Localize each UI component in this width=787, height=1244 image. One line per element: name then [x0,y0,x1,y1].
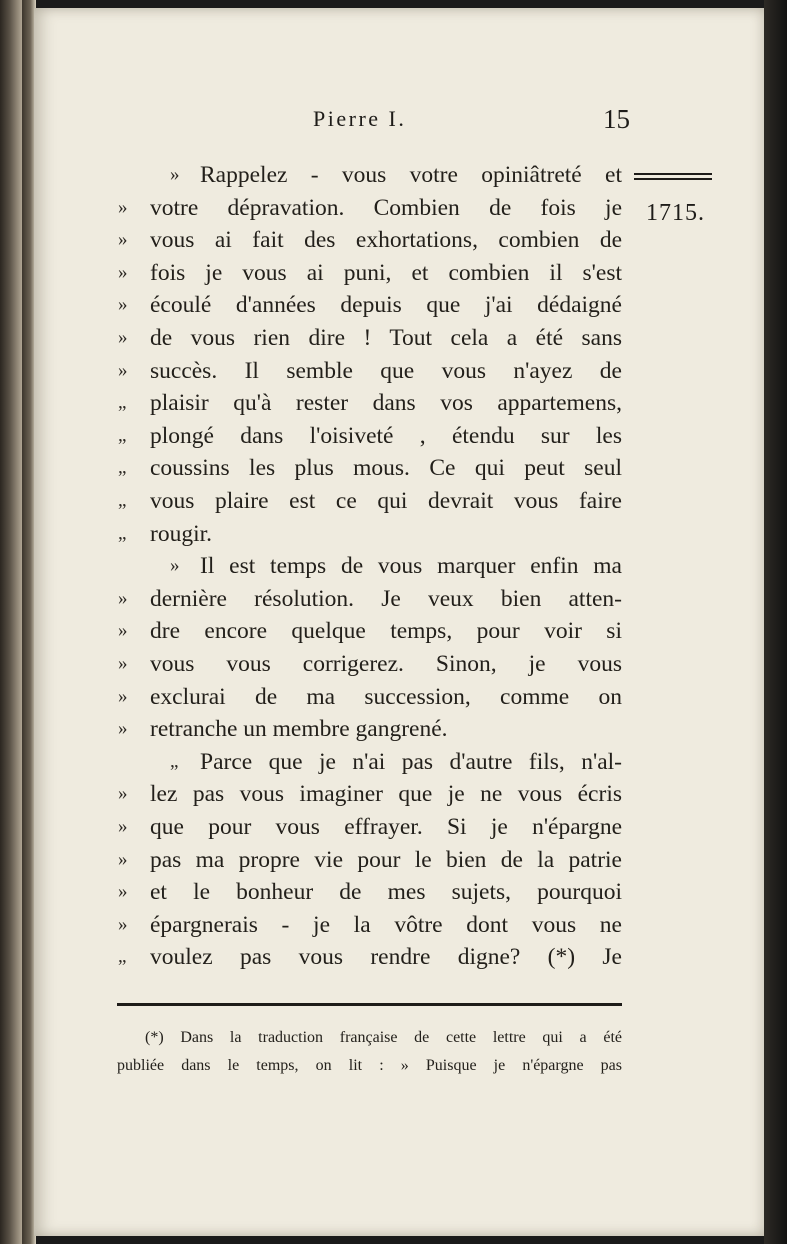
quote-mark: „ [118,392,127,413]
body-text-line: rougir. [150,521,213,547]
quote-mark: » [118,653,128,674]
quote-mark: „ [118,523,127,544]
quote-mark: „ [118,457,127,478]
quote-mark: » [118,294,128,315]
body-text-line: votre dépravation. Combien de fois je [150,195,622,221]
body-text-line: fois je vous ai puni, et combien il s'est [150,260,622,286]
body-text-line: Rappelez - vous votre opiniâtreté et [200,162,622,188]
quote-mark: » [118,881,128,902]
margin-double-rule [634,173,712,180]
quote-mark: » [118,327,128,348]
footnote-separator-rule [117,1003,622,1006]
quote-mark: „ [118,490,127,511]
margin-year-note: 1715. [646,200,705,226]
body-text-line: coussins les plus mous. Ce qui peut seul [150,455,622,481]
body-text-line: épargnerais - je la vôtre dont vous ne [150,912,622,938]
body-text-line: dernière résolution. Je veux bien atten- [150,586,622,612]
body-text-line: voulez pas vous rendre digne? (*) Je [150,944,622,970]
body-text-line: Il est temps de vous marquer enfin ma [200,553,622,579]
quote-mark: „ [170,751,179,772]
body-text-line: plongé dans l'oisiveté , étendu sur les [150,423,622,449]
running-head-title: Pierre I. [313,106,407,131]
body-text-line: dre encore quelque temps, pour voir si [150,618,622,644]
page-number: 15 [603,104,630,134]
quote-mark: » [118,360,128,381]
quote-mark: » [118,588,128,609]
body-text-line: pas ma propre vie pour le bien de la patrie [150,847,622,873]
body-text-line: lez pas vous imaginer que je ne vous écris [150,781,622,807]
quote-mark: » [118,686,128,707]
book-binding-edge [0,0,24,1244]
body-text-line: et le bonheur de mes sujets, pourquoi [150,879,622,905]
quote-mark: » [118,816,128,837]
body-text-line: plaisir qu'à rester dans vos appartemens, [150,390,622,416]
quote-mark: » [118,262,128,283]
quote-mark: » [118,914,128,935]
body-text-line: vous ai fait des exhortations, combien de [150,227,622,253]
scan-background-edge [764,0,787,1244]
body-text-line: de vous rien dire ! Tout cela a été sans [150,325,622,351]
footnote-line-2: publiée dans le temps, on lit : » Puisque je n'épargne pas [117,1057,622,1074]
body-text-line: vous plaire est ce qui devrait vous faire [150,488,622,514]
body-text-line: succès. Il semble que vous n'ayez de [150,358,622,384]
footnote-line-1: (*) Dans la traduction française de cette lettre qui a été [145,1029,622,1046]
quote-mark: » [118,620,128,641]
quote-mark: » [118,229,128,250]
quote-mark: » [118,718,128,739]
body-text-line: écoulé d'années depuis que j'ai dédaigné [150,292,622,318]
quote-mark: » [170,555,180,576]
quote-mark: „ [118,946,127,967]
quote-mark: » [170,164,180,185]
body-text-line: que pour vous effrayer. Si je n'épargne [150,814,622,840]
body-text-line: vous vous corrigerez. Sinon, je vous [150,651,622,677]
body-text-line: Parce que je n'ai pas d'autre fils, n'al- [200,749,622,775]
body-text-line: exclurai de ma succession, comme on [150,684,622,710]
quote-mark: » [118,783,128,804]
quote-mark: „ [118,425,127,446]
body-text-line: retranche un membre gangrené. [150,716,448,742]
quote-mark: » [118,197,128,218]
quote-mark: » [118,849,128,870]
